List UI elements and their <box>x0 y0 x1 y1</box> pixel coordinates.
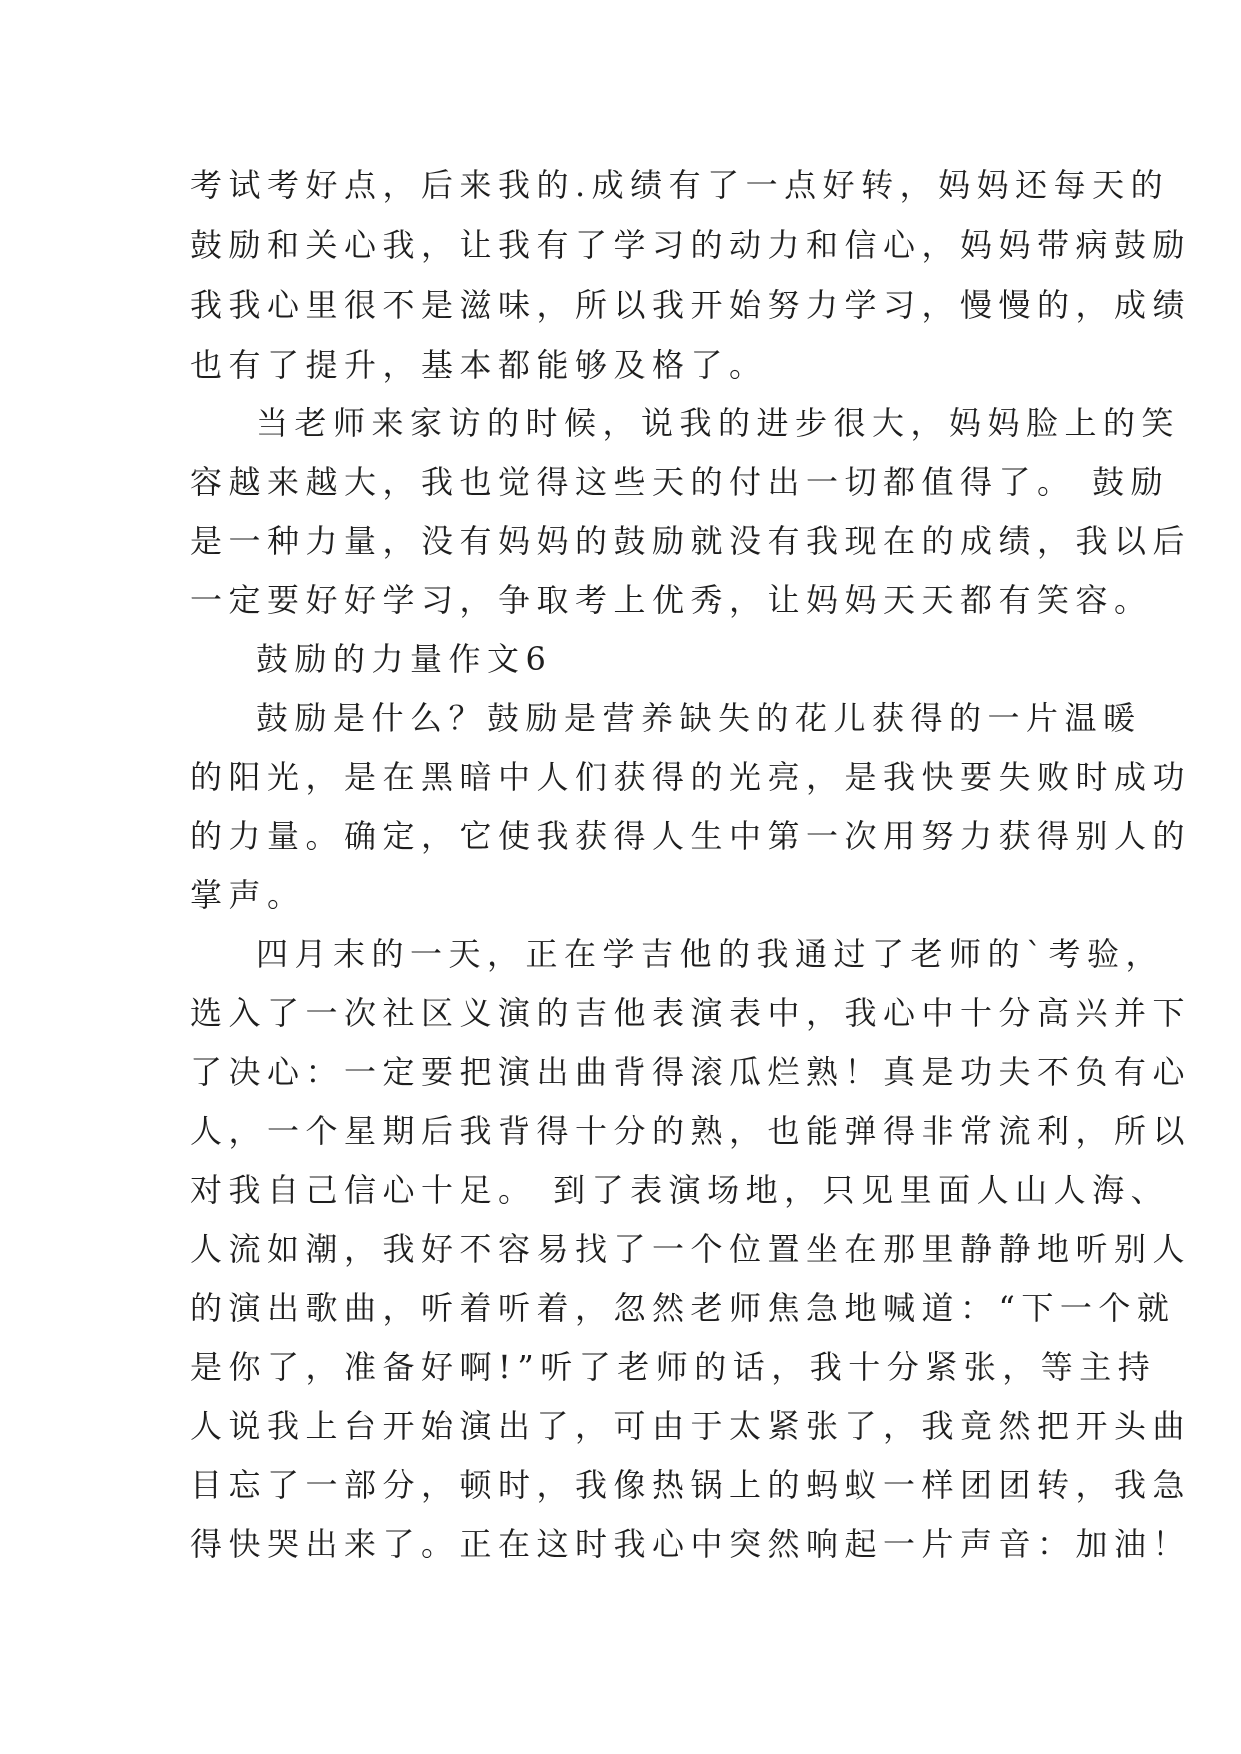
text-line: 目忘了一部分，顿时，我像热锅上的蚂蚁一样团团转，我急 <box>190 1466 1192 1504</box>
text-line: 的演出歌曲，听着听着，忽然老师焦急地喊道：“下一个就 <box>190 1289 1176 1327</box>
text-line: 容越来越大，我也觉得这些天的付出一切都值得了。 鼓励 <box>190 463 1170 501</box>
text-line: 掌声。 <box>190 876 306 914</box>
text-line: 选入了一次社区义演的吉他表演表中，我心中十分高兴并下 <box>190 994 1192 1032</box>
text-line: 了决心：一定要把演出曲背得滚瓜烂熟！真是功夫不负有心 <box>190 1053 1192 1091</box>
text-line: 鼓励是什么？鼓励是营养缺失的花儿获得的一片温暖 <box>256 699 1142 737</box>
text-line: 一定要好好学习，争取考上优秀，让妈妈天天都有笑容。 <box>190 581 1153 619</box>
text-line: 考试考好点，后来我的.成绩有了一点好转，妈妈还每天的 <box>190 166 1170 204</box>
text-line: 的阳光，是在黑暗中人们获得的光亮，是我快要失败时成功 <box>190 758 1192 796</box>
text-line: 是你了，准备好啊!”听了老师的话，我十分紧张，等主持 <box>190 1348 1157 1386</box>
section-heading: 鼓励的力量作文6 <box>256 640 553 678</box>
text-line: 人流如潮，我好不容易找了一个位置坐在那里静静地听别人 <box>190 1230 1192 1268</box>
text-line: 对我自己信心十足。 到了表演场地，只见里面人山人海、 <box>190 1171 1170 1209</box>
text-line: 当老师来家访的时候，说我的进步很大，妈妈脸上的笑 <box>256 404 1181 442</box>
text-line: 我我心里很不是滋味，所以我开始努力学习，慢慢的，成绩 <box>190 286 1192 324</box>
text-line: 人，一个星期后我背得十分的熟，也能弹得非常流利，所以 <box>190 1112 1192 1150</box>
text-line: 四月末的一天，正在学吉他的我通过了老师的`考验， <box>256 935 1165 973</box>
text-line: 人说我上台开始演出了，可由于太紧张了，我竟然把开头曲 <box>190 1407 1192 1445</box>
text-line: 鼓励和关心我，让我有了学习的动力和信心，妈妈带病鼓励 <box>190 226 1192 264</box>
text-line: 是一种力量，没有妈妈的鼓励就没有我现在的成绩，我以后 <box>190 522 1192 560</box>
text-line: 得快哭出来了。正在这时我心中突然响起一片声音：加油！ <box>190 1525 1192 1563</box>
text-line: 也有了提升，基本都能够及格了。 <box>190 346 768 384</box>
text-line: 的力量。确定，它使我获得人生中第一次用努力获得别人的 <box>190 817 1192 855</box>
